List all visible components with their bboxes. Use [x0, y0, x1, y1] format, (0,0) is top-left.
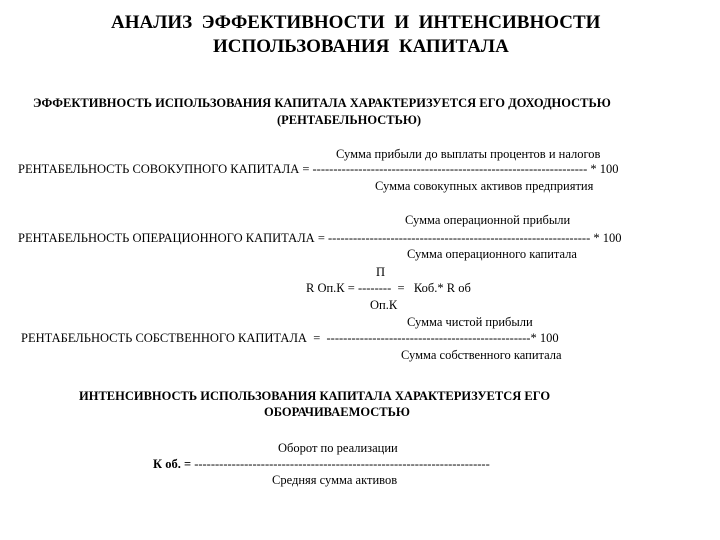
intensity-heading-line-2: ОБОРАЧИВАЕМОСТЬЮ — [264, 405, 410, 419]
intensity-heading-line-1: ИНТЕНСИВНОСТЬ ИСПОЛЬЗОВАНИЯ КАПИТАЛА ХАРАКТЕРИЗУЕТСЯ ЕГО — [79, 389, 551, 403]
formula2-line: РЕНТАБЕЛЬНОСТЬ ОПЕРАЦИОННОГО КАПИТАЛА = --------------------------------------------------------------- * 100 — [18, 231, 622, 245]
formula5-denominator: Средняя сумма активов — [272, 473, 398, 487]
formula3-numerator: П — [376, 265, 386, 279]
formula5-line — [153, 458, 490, 471]
formula4-denominator: Сумма собственного капитала — [401, 348, 562, 362]
formula3-line: R Оп.К = -------- = Коб.* R об — [306, 281, 471, 295]
formula4-line: РЕНТАБЕЛЬНОСТЬ СОБСТВЕННОГО КАПИТАЛА = -------------------------------------------------* 100 — [21, 331, 559, 345]
formula1-numerator: Сумма прибыли до выплаты процентов и налогов — [336, 147, 601, 161]
formula1-denominator: Сумма совокупных активов предприятия — [375, 179, 594, 193]
formula5-label: К об. = — [153, 457, 192, 471]
title-line-1: АНАЛИЗ ЭФФЕКТИВНОСТИ И ИНТЕНСИВНОСТИ — [111, 12, 601, 33]
formula1-line: РЕНТАБЕЛЬНОСТЬ СОВОКУПНОГО КАПИТАЛА = ------------------------------------------------------------------ * 100 — [18, 162, 619, 176]
effectiveness-heading-line-1: ЭФФЕКТИВНОСТЬ ИСПОЛЬЗОВАНИЯ КАПИТАЛА ХАРАКТЕРИЗУЕТСЯ ЕГО ДОХОДНОСТЬЮ — [33, 96, 611, 110]
formula2-denominator: Сумма операционного капитала — [407, 247, 577, 261]
formula3-denominator: Оп.К — [370, 298, 398, 312]
effectiveness-heading-line-2: (РЕНТАБЕЛЬНОСТЬЮ) — [277, 113, 422, 127]
formula2-numerator: Сумма операционной прибыли — [405, 213, 571, 227]
formula4-numerator: Сумма чистой прибыли — [407, 315, 533, 329]
formula5-dashes: ----------------------------------------------------------------------- — [191, 457, 490, 471]
formula5-numerator: Оборот по реализации — [278, 441, 398, 455]
title-line-2: ИСПОЛЬЗОВАНИЯ КАПИТАЛА — [213, 36, 509, 57]
